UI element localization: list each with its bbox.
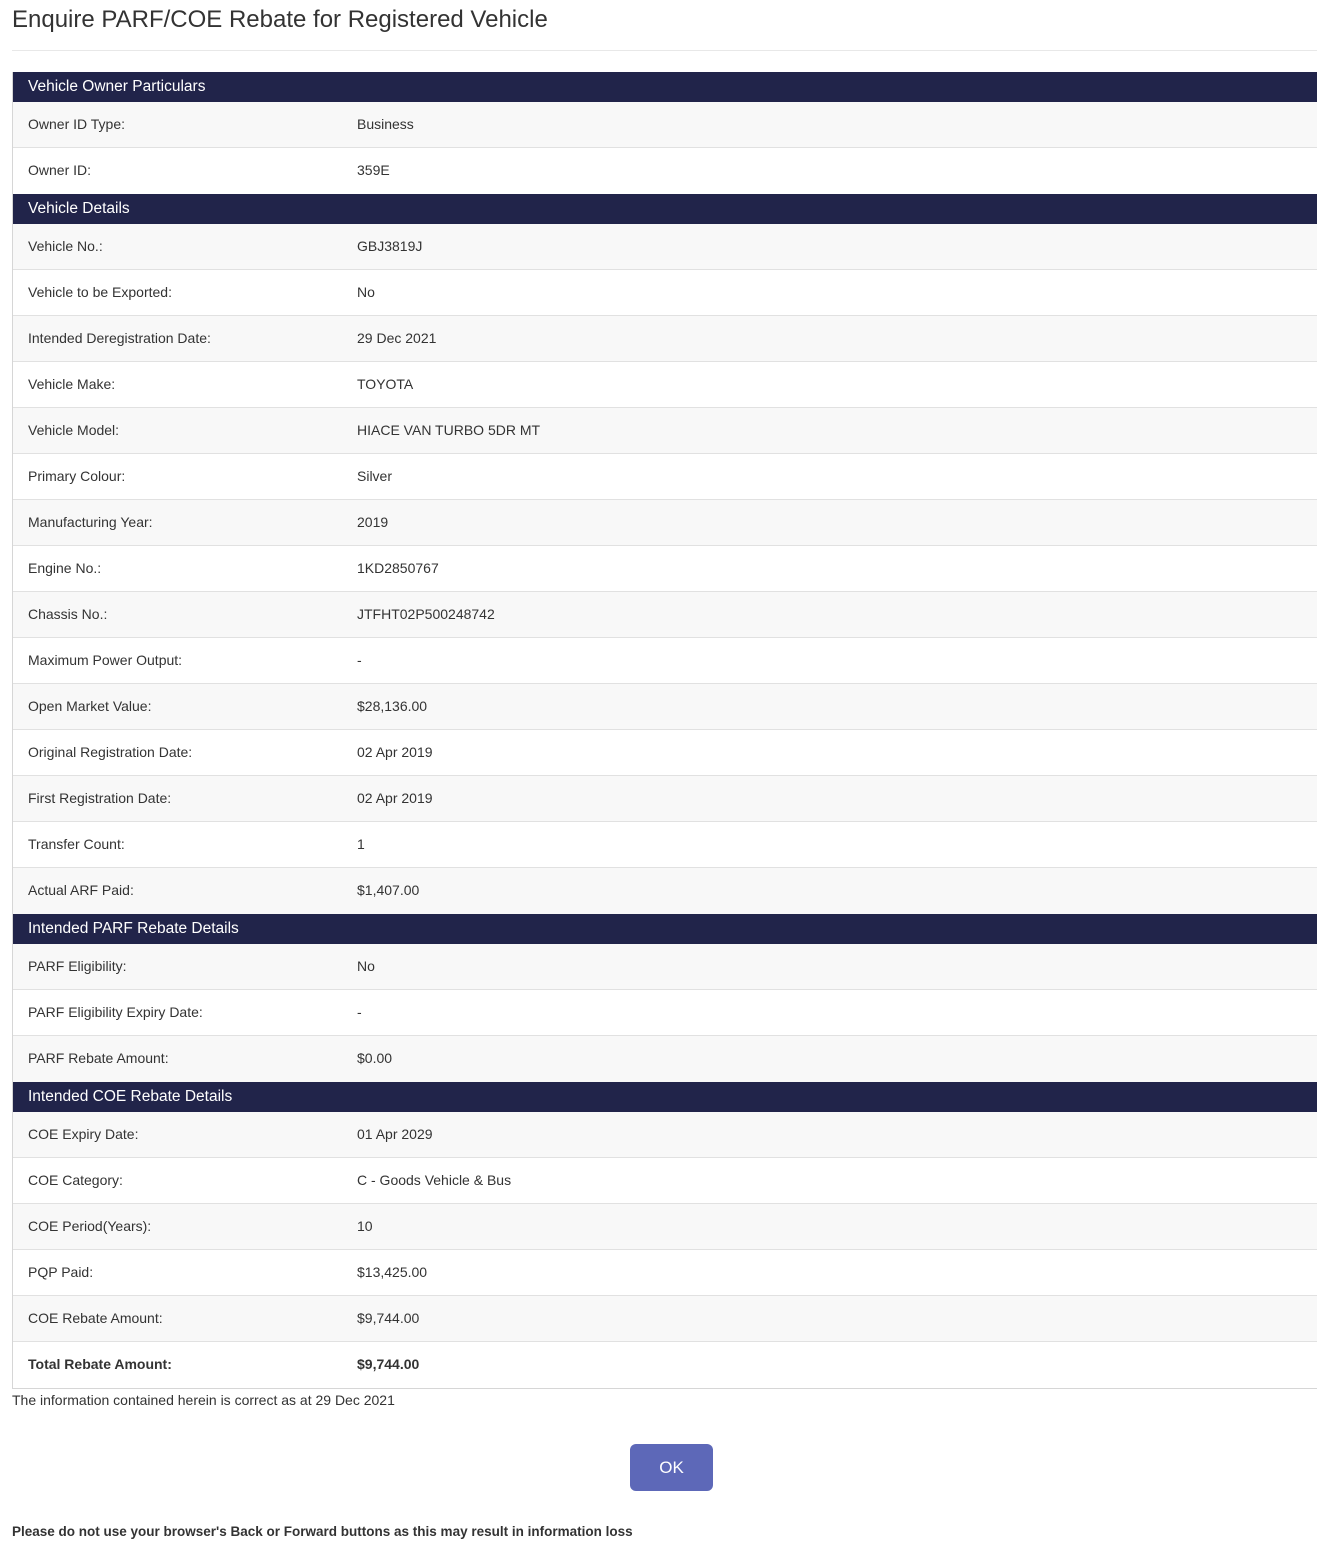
detail-row-parf-eligibility-expiry-date xyxy=(13,990,1317,1036)
detail-row-original-registration-date xyxy=(13,730,1317,776)
detail-value: HIACE VAN TURBO 5DR MT xyxy=(357,422,541,438)
detail-value: $28,136.00 xyxy=(357,698,428,714)
detail-value: TOYOTA xyxy=(357,376,414,392)
detail-row-coe-expiry-date xyxy=(13,1112,1317,1158)
detail-value: JTFHT02P500248742 xyxy=(357,606,495,622)
detail-row-coe-rebate-amount xyxy=(13,1296,1317,1342)
detail-label: Owner ID: xyxy=(28,162,92,178)
detail-row-owner-id-type xyxy=(13,102,1317,148)
detail-label: Owner ID Type: xyxy=(28,116,126,132)
detail-row-intended-deregistration-date xyxy=(13,316,1317,362)
detail-label: Vehicle to be Exported: xyxy=(28,284,172,300)
detail-label: Maximum Power Output: xyxy=(28,652,183,668)
detail-label: COE Category: xyxy=(28,1172,123,1188)
detail-label: Vehicle No.: xyxy=(28,238,103,254)
detail-label: Transfer Count: xyxy=(28,836,125,852)
detail-row-first-registration-date xyxy=(13,776,1317,822)
detail-row-primary-colour xyxy=(13,454,1317,500)
detail-row-vehicle-model xyxy=(13,408,1317,454)
detail-label: PARF Eligibility Expiry Date: xyxy=(28,1004,203,1020)
detail-row-owner-id xyxy=(13,148,1317,194)
detail-row-manufacturing-year xyxy=(13,500,1317,546)
page-title: Enquire PARF/COE Rebate for Registered Vehicle xyxy=(12,6,548,33)
detail-row-transfer-count xyxy=(13,822,1317,868)
detail-value: 10 xyxy=(357,1218,373,1234)
detail-value: $9,744.00 xyxy=(357,1310,420,1326)
detail-label: Chassis No.: xyxy=(28,606,108,622)
detail-value: GBJ3819J xyxy=(357,238,423,254)
detail-row-total-rebate-amount xyxy=(13,1342,1317,1388)
section-header-vehicle-details: Vehicle Details xyxy=(13,194,1317,224)
detail-value: 1KD2850767 xyxy=(357,560,439,576)
detail-label: COE Expiry Date: xyxy=(28,1126,139,1142)
detail-row-actual-arf-paid xyxy=(13,868,1317,914)
ok-button[interactable]: OK xyxy=(630,1444,713,1491)
detail-label: Open Market Value: xyxy=(28,698,152,714)
detail-value: 01 Apr 2029 xyxy=(357,1126,433,1142)
detail-label: COE Period(Years): xyxy=(28,1218,152,1234)
detail-row-pqp-paid xyxy=(13,1250,1317,1296)
section-header-parf-rebate-details: Intended PARF Rebate Details xyxy=(13,914,1317,944)
detail-value: No xyxy=(357,958,375,974)
detail-row-parf-rebate-amount xyxy=(13,1036,1317,1082)
detail-label: Intended Deregistration Date: xyxy=(28,330,211,346)
detail-row-maximum-power-output xyxy=(13,638,1317,684)
section-header-coe-rebate-details: Intended COE Rebate Details xyxy=(13,1082,1317,1112)
browser-navigation-warning: Please do not use your browser's Back or Forward buttons as this may result in information loss xyxy=(12,1524,633,1539)
title-divider xyxy=(12,50,1317,51)
detail-value: Silver xyxy=(357,468,393,484)
detail-label: PARF Eligibility: xyxy=(28,958,127,974)
detail-label: Vehicle Model: xyxy=(28,422,120,438)
detail-value: 1 xyxy=(357,836,365,852)
detail-value: $1,407.00 xyxy=(357,882,420,898)
detail-row-parf-eligibility xyxy=(13,944,1317,990)
detail-label: Actual ARF Paid: xyxy=(28,882,134,898)
detail-value: 29 Dec 2021 xyxy=(357,330,437,346)
detail-value: 359E xyxy=(357,162,390,178)
detail-value: Business xyxy=(357,116,414,132)
detail-row-engine-no xyxy=(13,546,1317,592)
total-rebate-value: $9,744.00 xyxy=(357,1356,420,1372)
detail-value: C - Goods Vehicle & Bus xyxy=(357,1172,512,1188)
detail-value: 02 Apr 2019 xyxy=(357,744,433,760)
detail-value: $13,425.00 xyxy=(357,1264,428,1280)
detail-value: No xyxy=(357,284,375,300)
detail-label: First Registration Date: xyxy=(28,790,172,806)
detail-value: - xyxy=(357,1004,362,1020)
detail-label: COE Rebate Amount: xyxy=(28,1310,163,1326)
detail-row-vehicle-to-be-exported xyxy=(13,270,1317,316)
detail-label: PQP Paid: xyxy=(28,1264,94,1280)
detail-label: Primary Colour: xyxy=(28,468,126,484)
detail-row-coe-category xyxy=(13,1158,1317,1204)
detail-label: Manufacturing Year: xyxy=(28,514,153,530)
detail-row-chassis-no xyxy=(13,592,1317,638)
detail-row-coe-period-years xyxy=(13,1204,1317,1250)
detail-label: Vehicle Make: xyxy=(28,376,116,392)
section-header-owner-particulars: Vehicle Owner Particulars xyxy=(13,72,1317,102)
information-accuracy-note: The information contained herein is correct as at 29 Dec 2021 xyxy=(12,1392,395,1408)
detail-row-vehicle-no xyxy=(13,224,1317,270)
detail-value: 2019 xyxy=(357,514,389,530)
detail-label: PARF Rebate Amount: xyxy=(28,1050,169,1066)
total-rebate-label: Total Rebate Amount: xyxy=(28,1356,172,1372)
detail-label: Engine No.: xyxy=(28,560,102,576)
detail-value: $0.00 xyxy=(357,1050,393,1066)
detail-value: 02 Apr 2019 xyxy=(357,790,433,806)
detail-label: Original Registration Date: xyxy=(28,744,193,760)
rebate-details-panel xyxy=(12,72,1317,1389)
detail-value: - xyxy=(357,652,362,668)
detail-row-vehicle-make xyxy=(13,362,1317,408)
detail-row-open-market-value xyxy=(13,684,1317,730)
